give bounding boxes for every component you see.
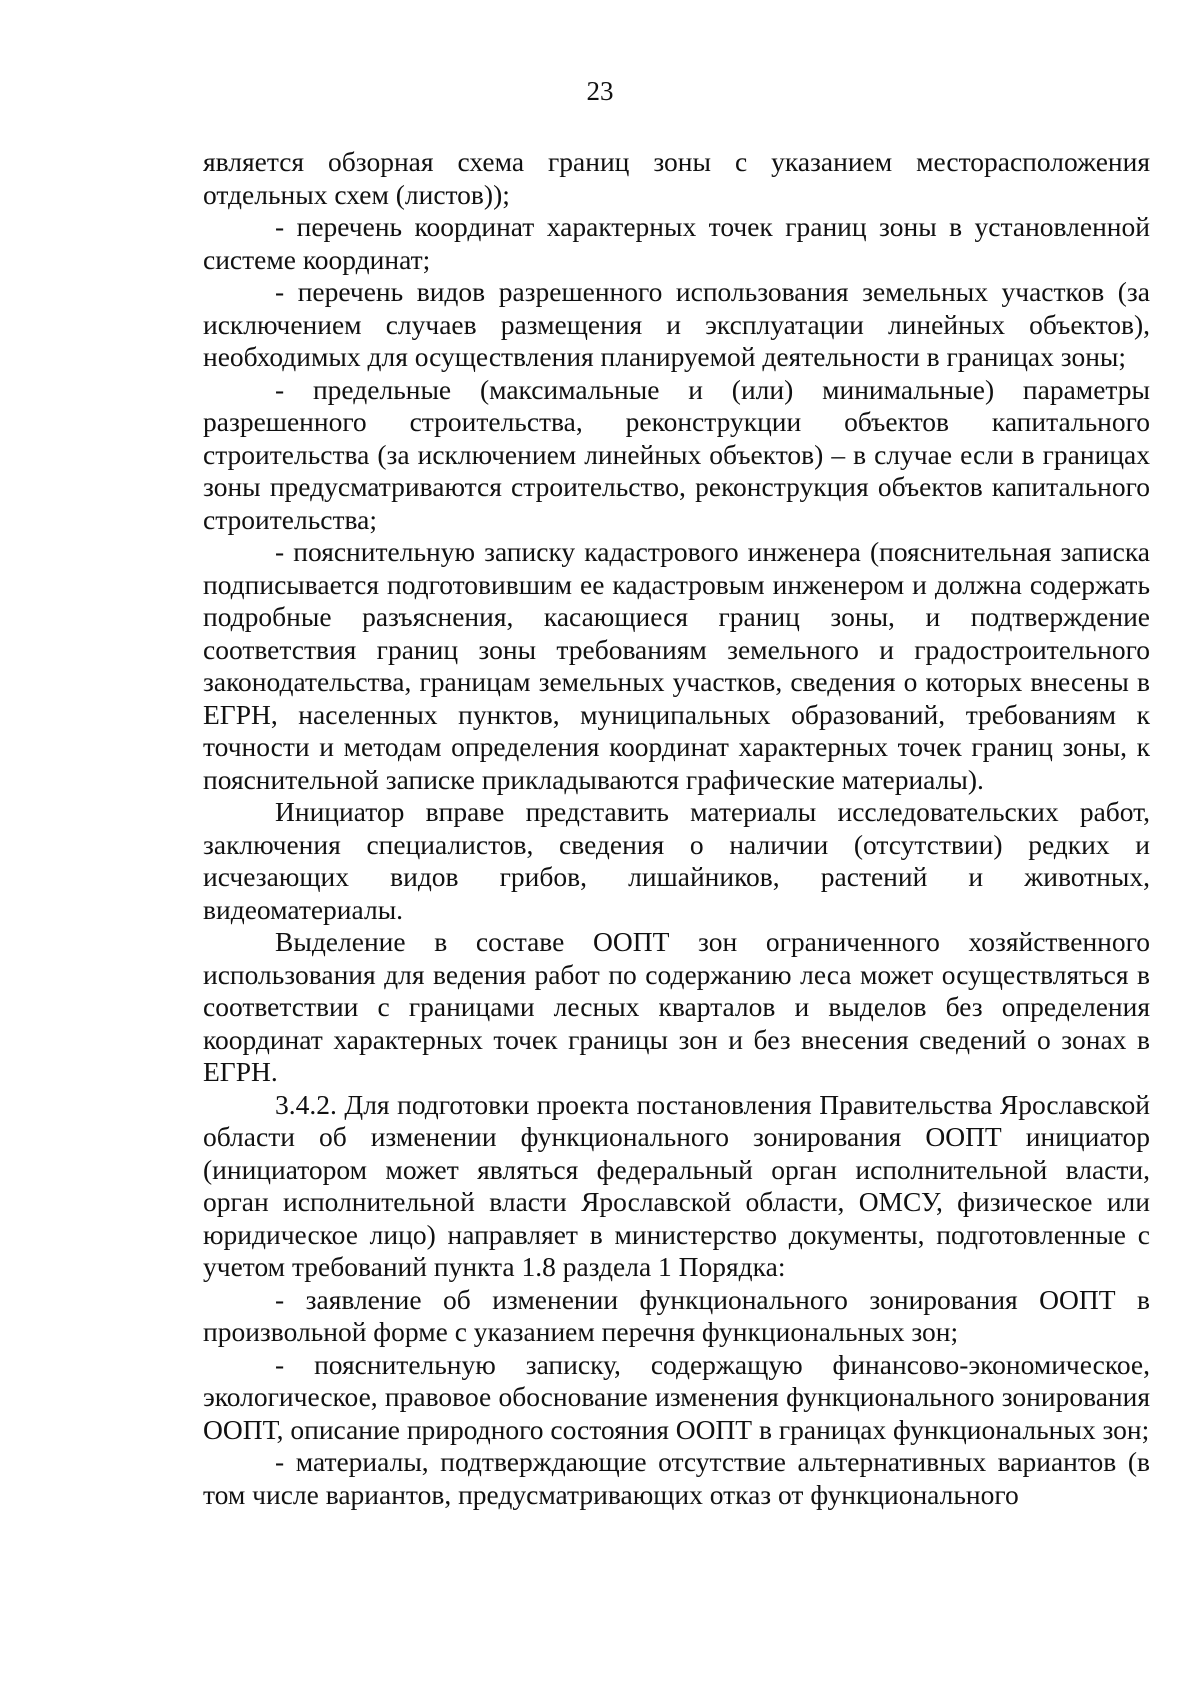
paragraph: - предельные (максимальные и (или) минимальные) параметры разрешенного строительства, реконструкции объектов капитального строительства (за исключением линейных объектов) – в случае если в границах зоны предусматриваются строительство, реконструкция объектов капитального строительства; — [203, 373, 1150, 535]
paragraph: - заявление об изменении функционального зонирования ООПТ в произвольной форме с указанием перечня функциональных зон; — [203, 1283, 1150, 1347]
paragraph: - пояснительную записку, содержащую финансово-экономическое, экологическое, правовое обоснование изменения функционального зонирования ООПТ, описание природного состояния ООПТ в границах функциональных зон; — [203, 1348, 1150, 1445]
paragraph: - пояснительную записку кадастрового инженера (пояснительная записка подписывается подготовившим ее кадастровым инженером и должна содержать подробные разъяснения, касающиеся границ зоны, и подтверждение соответствия границ зоны требованиям земельного и градостроительного законодательства, границам земельных участков, сведения о которых внесены в ЕГРН, населенных пунктов, муниципальных образований, требованиям к точности и методам определения координат характерных точек границ зоны, к пояснительной записке прикладываются графические материалы). — [203, 536, 1150, 795]
paragraph: 3.4.2. Для подготовки проекта постановления Правительства Ярославской области об изменении функционального зонирования ООПТ инициатор (инициатором может являться федеральный орган исполнительной власти, орган исполнительной власти Ярославской области, ОМСУ, физическое или юридическое лицо) направляет в министерство документы, подготовленные с учетом требований пункта 1.8 раздела 1 Порядка: — [203, 1088, 1150, 1282]
page-number: 23 — [586, 76, 614, 106]
paragraph: Инициатор вправе представить материалы исследовательских работ, заключения специалистов, сведения о наличии (отсутствии) редких и исчезающих видов грибов, лишайников, растений и животных, видеоматериалы. — [203, 796, 1150, 925]
paragraph: Выделение в составе ООПТ зон ограниченного хозяйственного использования для ведения работ по содержанию леса может осуществляться в соответствии с границами лесных кварталов и выделов без определения координат характерных точек границы зон и без внесения сведений о зонах в ЕГРН. — [203, 926, 1150, 1087]
paragraph: является обзорная схема границ зоны с указанием месторасположения отдельных схем (листов)); — [203, 146, 1150, 210]
paragraph: - материалы, подтверждающие отсутствие альтернативных вариантов (в том числе вариантов, предусматривающих отказ от функционального — [203, 1446, 1150, 1510]
paragraph: - перечень видов разрешенного использования земельных участков (за исключением случаев размещения и эксплуатации линейных объектов), необходимых для осуществления планируемой деятельности в границах зоны; — [203, 276, 1150, 372]
paragraph: - перечень координат характерных точек границ зоны в установленной системе координат; — [203, 211, 1150, 275]
document-body — [203, 146, 1150, 1511]
